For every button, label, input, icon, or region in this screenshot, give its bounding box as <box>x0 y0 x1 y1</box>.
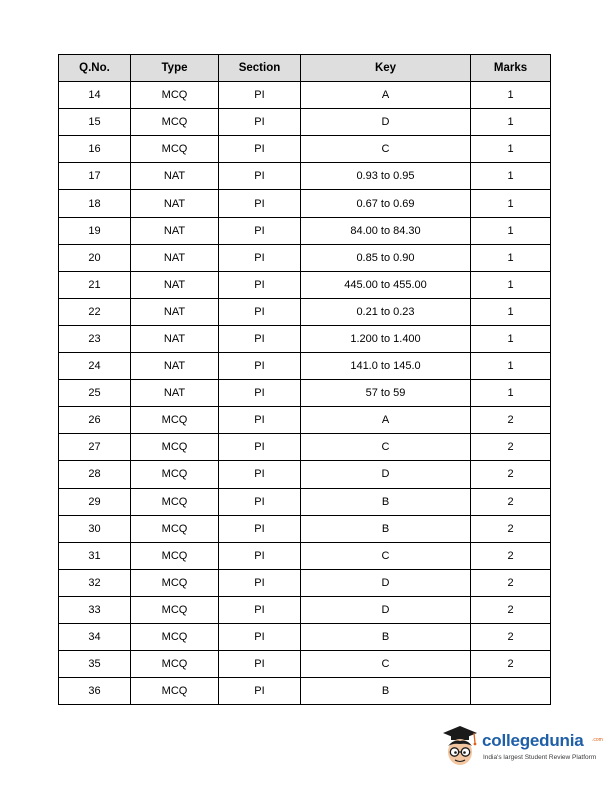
cell-section: PI <box>219 353 301 380</box>
cell-type: MCQ <box>131 651 219 678</box>
cell-type: NAT <box>131 271 219 298</box>
cell-marks: 2 <box>471 461 551 488</box>
cell-section: PI <box>219 407 301 434</box>
cell-marks: 2 <box>471 651 551 678</box>
cell-type: MCQ <box>131 461 219 488</box>
cell-type: MCQ <box>131 136 219 163</box>
cell-qno: 16 <box>59 136 131 163</box>
cell-marks: 1 <box>471 82 551 109</box>
cell-qno: 31 <box>59 542 131 569</box>
cell-section: PI <box>219 136 301 163</box>
cell-key: 0.21 to 0.23 <box>301 298 471 325</box>
table-row <box>59 569 551 596</box>
table-row <box>59 325 551 352</box>
table-row <box>59 353 551 380</box>
cell-key: C <box>301 651 471 678</box>
cell-section: PI <box>219 217 301 244</box>
table-row <box>59 380 551 407</box>
cell-key: B <box>301 515 471 542</box>
cell-marks: 1 <box>471 217 551 244</box>
cell-section: PI <box>219 109 301 136</box>
table-header <box>59 55 551 82</box>
cell-qno: 17 <box>59 163 131 190</box>
cell-type: NAT <box>131 353 219 380</box>
cell-key: D <box>301 596 471 623</box>
table-body <box>59 82 551 705</box>
cell-qno: 21 <box>59 271 131 298</box>
cell-qno: 29 <box>59 488 131 515</box>
table-row <box>59 298 551 325</box>
cell-section: PI <box>219 515 301 542</box>
logo-suffix: .com <box>592 737 603 743</box>
cell-section: PI <box>219 678 301 705</box>
answer-key-table <box>58 54 551 705</box>
cell-type: MCQ <box>131 569 219 596</box>
cell-marks: 2 <box>471 434 551 461</box>
cell-type: MCQ <box>131 542 219 569</box>
cell-section: PI <box>219 569 301 596</box>
cell-qno: 15 <box>59 109 131 136</box>
table-row <box>59 217 551 244</box>
header-type: Type <box>131 55 219 82</box>
cell-qno: 18 <box>59 190 131 217</box>
table-row <box>59 678 551 705</box>
cell-type: NAT <box>131 325 219 352</box>
cell-section: PI <box>219 190 301 217</box>
header-row <box>59 55 551 82</box>
cell-section: PI <box>219 298 301 325</box>
cell-key: B <box>301 623 471 650</box>
cell-type: MCQ <box>131 515 219 542</box>
cell-marks: 1 <box>471 244 551 271</box>
cell-marks: 1 <box>471 190 551 217</box>
cell-qno: 14 <box>59 82 131 109</box>
cell-qno: 25 <box>59 380 131 407</box>
cell-key: C <box>301 434 471 461</box>
cell-section: PI <box>219 596 301 623</box>
cell-qno: 32 <box>59 569 131 596</box>
cell-key: 0.67 to 0.69 <box>301 190 471 217</box>
header-key: Key <box>301 55 471 82</box>
cell-section: PI <box>219 542 301 569</box>
table-row <box>59 109 551 136</box>
cell-qno: 22 <box>59 298 131 325</box>
cell-qno: 34 <box>59 623 131 650</box>
cell-marks: 2 <box>471 542 551 569</box>
cell-key: B <box>301 678 471 705</box>
cell-key: 57 to 59 <box>301 380 471 407</box>
cell-marks: 1 <box>471 136 551 163</box>
table-row <box>59 244 551 271</box>
cell-qno: 20 <box>59 244 131 271</box>
cell-type: MCQ <box>131 488 219 515</box>
table-row <box>59 542 551 569</box>
cell-key: 84.00 to 84.30 <box>301 217 471 244</box>
cell-type: NAT <box>131 380 219 407</box>
cell-key: 0.85 to 0.90 <box>301 244 471 271</box>
cell-type: MCQ <box>131 434 219 461</box>
cell-type: MCQ <box>131 623 219 650</box>
cell-key: D <box>301 461 471 488</box>
cell-qno: 35 <box>59 651 131 678</box>
cell-section: PI <box>219 244 301 271</box>
cell-qno: 27 <box>59 434 131 461</box>
cell-section: PI <box>219 651 301 678</box>
cell-marks: 1 <box>471 380 551 407</box>
cell-type: NAT <box>131 190 219 217</box>
cell-marks: 1 <box>471 325 551 352</box>
cell-section: PI <box>219 623 301 650</box>
cell-key: 445.00 to 455.00 <box>301 271 471 298</box>
cell-marks: 1 <box>471 271 551 298</box>
table-row <box>59 651 551 678</box>
cell-qno: 19 <box>59 217 131 244</box>
cell-marks <box>471 678 551 705</box>
cell-key: 0.93 to 0.95 <box>301 163 471 190</box>
cell-type: MCQ <box>131 109 219 136</box>
header-marks: Marks <box>471 55 551 82</box>
cell-key: A <box>301 82 471 109</box>
header-section: Section <box>219 55 301 82</box>
cell-type: NAT <box>131 163 219 190</box>
table-row <box>59 488 551 515</box>
cell-qno: 23 <box>59 325 131 352</box>
cell-section: PI <box>219 271 301 298</box>
cell-qno: 26 <box>59 407 131 434</box>
cell-key: 1.200 to 1.400 <box>301 325 471 352</box>
cell-section: PI <box>219 82 301 109</box>
table-row <box>59 163 551 190</box>
cell-type: MCQ <box>131 596 219 623</box>
table-row <box>59 407 551 434</box>
cell-marks: 2 <box>471 515 551 542</box>
cell-qno: 33 <box>59 596 131 623</box>
table-row <box>59 461 551 488</box>
cell-key: C <box>301 542 471 569</box>
table-row <box>59 434 551 461</box>
cell-key: D <box>301 569 471 596</box>
table-row <box>59 271 551 298</box>
collegedunia-logo <box>440 722 604 774</box>
table-row <box>59 190 551 217</box>
table-row <box>59 82 551 109</box>
cell-section: PI <box>219 434 301 461</box>
graduate-mascot-icon <box>440 722 482 772</box>
cell-marks: 2 <box>471 488 551 515</box>
cell-section: PI <box>219 325 301 352</box>
header-qno: Q.No. <box>59 55 131 82</box>
cell-qno: 36 <box>59 678 131 705</box>
cell-qno: 28 <box>59 461 131 488</box>
cell-section: PI <box>219 380 301 407</box>
cell-marks: 2 <box>471 623 551 650</box>
cell-marks: 2 <box>471 407 551 434</box>
cell-type: MCQ <box>131 678 219 705</box>
cell-key: D <box>301 109 471 136</box>
table-row <box>59 623 551 650</box>
answer-key-table-container <box>58 54 551 705</box>
cell-type: NAT <box>131 217 219 244</box>
cell-section: PI <box>219 461 301 488</box>
cell-type: MCQ <box>131 82 219 109</box>
cell-type: NAT <box>131 298 219 325</box>
cell-type: MCQ <box>131 407 219 434</box>
logo-wordmark: collegedunia <box>482 731 584 750</box>
cell-type: NAT <box>131 244 219 271</box>
logo-tagline: India's largest Student Review Platform <box>483 754 597 761</box>
cell-section: PI <box>219 488 301 515</box>
cell-key: C <box>301 136 471 163</box>
cell-key: B <box>301 488 471 515</box>
cell-key: 141.0 to 145.0 <box>301 353 471 380</box>
cell-marks: 2 <box>471 569 551 596</box>
cell-marks: 1 <box>471 163 551 190</box>
cell-marks: 1 <box>471 109 551 136</box>
cell-marks: 1 <box>471 298 551 325</box>
cell-key: A <box>301 407 471 434</box>
table-row <box>59 596 551 623</box>
cell-qno: 30 <box>59 515 131 542</box>
cell-marks: 2 <box>471 596 551 623</box>
cell-section: PI <box>219 163 301 190</box>
table-row <box>59 515 551 542</box>
cell-qno: 24 <box>59 353 131 380</box>
table-row <box>59 136 551 163</box>
cell-marks: 1 <box>471 353 551 380</box>
